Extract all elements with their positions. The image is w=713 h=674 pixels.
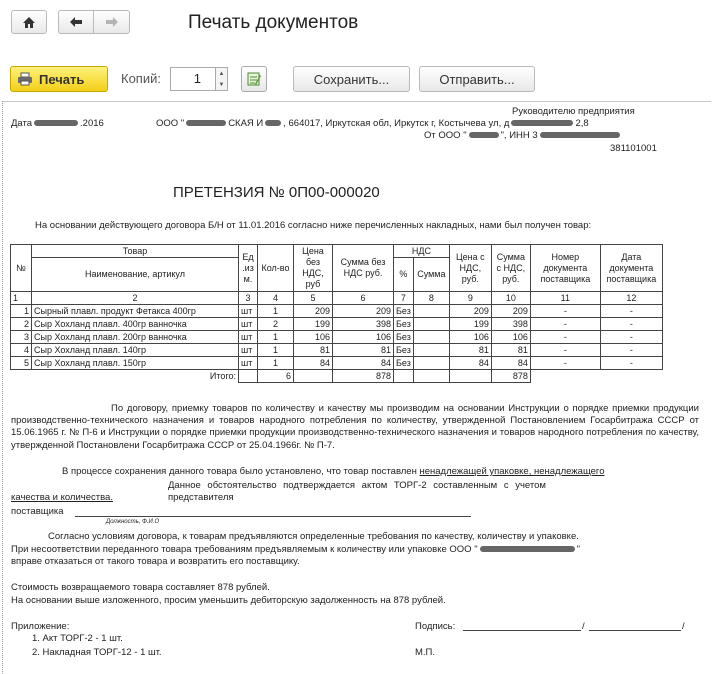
row-unit: шт	[239, 331, 258, 344]
row-vat: Без	[394, 331, 414, 344]
th-sum-vat: Сумма с НДС, руб.	[491, 245, 530, 292]
redacted-mark	[511, 120, 573, 126]
from-inn: ", ИНН 3	[500, 130, 538, 141]
row-qty: 1	[258, 344, 294, 357]
window-title: Печать документов	[188, 12, 359, 33]
th-unit: Ед .из м.	[239, 245, 258, 292]
supplier-address-end: 2,8	[575, 118, 589, 129]
colnum: 10	[491, 292, 530, 305]
row-num: 2	[11, 318, 32, 331]
row-unit: шт	[239, 305, 258, 318]
copies-input[interactable]: 1	[170, 67, 216, 91]
row-price: 209	[294, 305, 333, 318]
row-num: 1	[11, 305, 32, 318]
row-docdate: -	[600, 331, 662, 344]
signature-caption: Должность, Ф.И.О	[106, 519, 160, 525]
row-sum-vat: 106	[491, 331, 530, 344]
refusal-text: При несоответствии переданного товара требованиям предъявляемым к количеству или упаковке ООО "	[11, 544, 478, 555]
attachment-2: 2. Накладная ТОРГ-12 - 1 шт.	[32, 647, 162, 658]
totals-row	[11, 370, 663, 383]
colnum: 12	[600, 292, 662, 305]
row-num: 5	[11, 357, 32, 370]
attachment-1: 1. Акт ТОРГ-2 - 1 шт.	[32, 633, 123, 644]
colnum: 8	[413, 292, 449, 305]
supplier-rep-label: поставщика	[11, 506, 64, 517]
row-docnum: -	[530, 318, 600, 331]
colnum: 4	[258, 292, 294, 305]
row-price-vat: 81	[449, 344, 491, 357]
goods-table	[10, 244, 663, 383]
print-button-label: Печать	[39, 71, 85, 87]
row-name: Сыр Хохланд плавл. 140гр	[32, 344, 239, 357]
kpp: 381101001	[610, 143, 657, 154]
row-vat-sum	[413, 331, 449, 344]
signature-label: Подпись:	[415, 621, 456, 632]
row-price-vat: 106	[449, 331, 491, 344]
redacted-mark	[34, 120, 78, 126]
th-price-novat: Цена без НДС, руб	[294, 245, 333, 292]
row-vat-sum	[413, 357, 449, 370]
colnum: 6	[333, 292, 394, 305]
row-vat: Без	[394, 357, 414, 370]
colnum: 11	[530, 292, 600, 305]
date-prefix: Дата	[11, 118, 33, 129]
redacted-mark	[265, 120, 281, 126]
th-docdate: Дата документа поставщика	[600, 245, 662, 292]
row-docdate: -	[600, 357, 662, 370]
row-sum: 106	[333, 331, 394, 344]
row-unit: шт	[239, 318, 258, 331]
debt-request: На основании выше изложенного, просим уменьшить дебиторскую задолженность на 878 рублей.	[11, 595, 446, 606]
row-price-vat: 199	[449, 318, 491, 331]
row-docnum: -	[530, 331, 600, 344]
supplier-address: , 664017, Иркутская обл, Иркутск г, Костычева ул, д	[283, 118, 510, 129]
total-sum: 878	[333, 370, 394, 383]
row-qty: 1	[258, 305, 294, 318]
stepper-down-icon[interactable]: ▼	[218, 81, 225, 88]
document-date	[11, 118, 104, 129]
column-numbers-row	[11, 292, 663, 305]
row-docnum: -	[530, 357, 600, 370]
table-row	[11, 305, 663, 318]
th-num: №	[11, 245, 32, 292]
defect-underlined: ненадлежащей упаковке, ненадлежащего	[419, 466, 605, 477]
copies-label: Копий:	[121, 71, 161, 86]
supplier-rep-line	[75, 516, 471, 517]
row-qty: 1	[258, 357, 294, 370]
return-line: вправе отказаться от такого товара и возвратить его поставщику.	[11, 556, 300, 567]
total-qty: 6	[258, 370, 294, 383]
th-qty: Кол-во	[258, 245, 294, 292]
redacted-mark	[480, 546, 575, 552]
from-line	[424, 130, 622, 141]
th-price-vat: Цена с НДС, руб.	[449, 245, 491, 292]
redacted-mark	[186, 120, 226, 126]
row-price: 199	[294, 318, 333, 331]
defect-quality: качества и количества.	[11, 492, 113, 503]
act-line-2: представителя	[168, 492, 234, 503]
act-line: Данное обстоятельство подтверждается актом ТОРГ-2 составленным с учетом	[168, 480, 546, 491]
table-row	[11, 318, 663, 331]
row-unit: шт	[239, 344, 258, 357]
total-sum-vat: 878	[491, 370, 530, 383]
row-vat-sum	[413, 318, 449, 331]
row-num: 3	[11, 331, 32, 344]
defect-line	[62, 466, 604, 477]
row-docdate: -	[600, 318, 662, 331]
row-docnum: -	[530, 305, 600, 318]
paragraph-instructions: По договору, приемку товаров по количеству и качеству мы производим на основании Инструкции о порядке приемки продукции производственно-технического назначения и товаров народного потребления по количеству, утвержденной Постановлением Госарбитража СССР от 15.06.1965 г. № П-6 и Инструкции о порядке приемки продукции производственно-технического назначения и товаров народного потребления по качеству, утвержденной Постановлени Госарбитража СССР от 25.04.1966г. № П-7.	[11, 403, 699, 451]
supplier-name-mid: СКАЯ И	[228, 118, 264, 129]
row-price: 81	[294, 344, 333, 357]
colnum: 5	[294, 292, 333, 305]
stepper-up-icon[interactable]: ▲	[218, 70, 225, 77]
th-sum-novat: Сумма без НДС руб.	[333, 245, 394, 292]
row-vat: Без	[394, 305, 414, 318]
refusal-line	[11, 544, 580, 555]
row-sum: 209	[333, 305, 394, 318]
row-price-vat: 84	[449, 357, 491, 370]
row-vat-sum	[413, 305, 449, 318]
row-sum: 398	[333, 318, 394, 331]
addressee: Руководителю предприятия	[512, 106, 635, 117]
row-price: 106	[294, 331, 333, 344]
stamp-label: М.П.	[415, 647, 436, 658]
redacted-mark	[469, 132, 499, 138]
table-row	[11, 357, 663, 370]
row-docnum: -	[530, 344, 600, 357]
row-docdate: -	[600, 344, 662, 357]
th-vat: НДС	[394, 245, 450, 258]
row-sum-vat: 84	[491, 357, 530, 370]
colnum: 9	[449, 292, 491, 305]
row-name: Сыр Хохланд плавл. 150гр	[32, 357, 239, 370]
row-qty: 1	[258, 331, 294, 344]
row-sum-vat: 209	[491, 305, 530, 318]
th-goods-sub: Наименование, артикул	[32, 258, 239, 292]
row-name: Сыр Хохланд плавл. 400гр ванночка	[32, 318, 239, 331]
save-button[interactable]: Сохранить...	[293, 66, 410, 92]
row-num: 4	[11, 344, 32, 357]
signature-line-2	[589, 630, 681, 631]
signature-separator: /	[682, 621, 685, 632]
th-vat-sum: Сумма	[413, 258, 449, 292]
th-docnum: Номер документа поставщика	[530, 245, 600, 292]
row-qty: 2	[258, 318, 294, 331]
colnum: 2	[32, 292, 239, 305]
row-price-vat: 209	[449, 305, 491, 318]
row-price: 84	[294, 357, 333, 370]
supplier-line	[156, 118, 589, 129]
row-name: Сыр Хохланд плавл. 200гр ванночка	[32, 331, 239, 344]
th-vat-pct: %	[394, 258, 414, 292]
redacted-mark	[540, 132, 620, 138]
row-sum-vat: 81	[491, 344, 530, 357]
signature-separator: /	[582, 621, 585, 632]
claim-title: ПРЕТЕНЗИЯ № 0П00-000020	[173, 184, 380, 201]
signature-line-1	[463, 630, 581, 631]
row-unit: шт	[239, 357, 258, 370]
colnum: 1	[11, 292, 32, 305]
row-sum: 84	[333, 357, 394, 370]
return-cost: Стоимость возвращаемого товара составляет 878 рублей.	[11, 582, 270, 593]
intro-text: На основании действующего договора Б/Н от 11.01.2016 согласно ниже перечисленных накладных, нами был получен товар:	[35, 220, 592, 231]
colnum: 3	[239, 292, 258, 305]
row-name: Сырный плавл. продукт Фетакса 400гр	[32, 305, 239, 318]
row-vat-sum	[413, 344, 449, 357]
table-row	[11, 331, 663, 344]
supplier-name-start: ООО "	[156, 118, 185, 129]
refusal-quote: "	[576, 544, 580, 555]
date-suffix: .2016	[80, 118, 104, 129]
row-sum-vat: 398	[491, 318, 530, 331]
table-row	[11, 344, 663, 357]
row-docdate: -	[600, 305, 662, 318]
colnum: 7	[394, 292, 414, 305]
row-vat: Без	[394, 344, 414, 357]
row-vat: Без	[394, 318, 414, 331]
from-prefix: От ООО "	[424, 130, 467, 141]
attachment-label: Приложение:	[11, 621, 70, 632]
row-sum: 81	[333, 344, 394, 357]
total-label: Итого:	[32, 370, 239, 383]
th-goods: Товар	[32, 245, 239, 258]
defect-text: В процессе сохранения данного товара было установлено, что товар поставлен	[62, 466, 420, 477]
conditions-line: Согласно условиям договора, к товарам предъявляются определенные требования по качеству, количеству и упаковке.	[48, 531, 579, 542]
send-button[interactable]: Отправить...	[419, 66, 535, 92]
